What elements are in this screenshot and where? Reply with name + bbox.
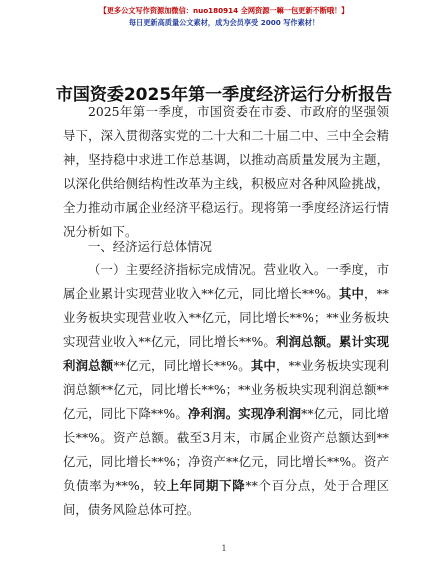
paragraph-run-bold: 其中 [250, 358, 277, 373]
paragraph-run: **个百分点，处于合理区间，债务风险总体可控。 [63, 478, 390, 517]
paragraph-run-bold: 利润总额。累计实现利润总额 [63, 334, 389, 373]
paragraph-run-bold: 其中 [338, 286, 365, 301]
intro-paragraph: 2025年第一季度，市国资委在市委、市政府的坚强领导下，深入贯彻落实党的二十大和二十届二中、三中全会精神，坚持稳中求进工作总基调，以推动高质量发展为主题，以深化供给侧结构性改革为主线，积极应对各种风险挑战，全力推动市属企业经济平稳运行。现将第一季度经济运行情况分析如下。 [63, 104, 389, 239]
paragraph-run: ，**业务板块实现营业收入**亿元，同比增长**%；**业务板块实现营业收入**亿元，同比增长**%。 [63, 286, 389, 349]
promo-banner-line-2: 每日更新高质量公文素材，成为会员享受 2000 写作素材！ [128, 18, 320, 27]
paragraph-run: **亿元，同比增长**%。资产总额。截至3月末，市属企业资产总额达到**亿元，同比增长**%；净资产**亿元，同比增长**%。资产负债率为**%，较 [63, 406, 390, 493]
paragraph-run: **亿元，同比增长**%。 [113, 358, 251, 373]
document-title: 市国资委2025年第一季度经济运行分析报告 [55, 85, 393, 105]
paragraph-run: （一）主要经济指标完成情况。营业收入。一季度，市属企业累计实现营业收入**亿元，同比增长**%。 [63, 262, 389, 301]
paragraph-run: ，**业务板块实现利润总额**亿元，同比增长**%；**业务板块实现利润总额**亿元，同比下降**%。 [63, 358, 390, 421]
section-heading: 一、经济运行总体情况 [88, 239, 212, 254]
paragraph-run-bold: 净利润。实现净利润 [187, 406, 302, 421]
page-number: 1 [221, 544, 227, 553]
promo-banner-line-1: 【更多公文写作资源加微信：nuo180914 全网资源一嘛一包更新不断哦！】 [99, 6, 349, 15]
paragraph-run-bold: 上年同期下降 [166, 478, 246, 493]
indicators-paragraph [63, 258, 389, 522]
